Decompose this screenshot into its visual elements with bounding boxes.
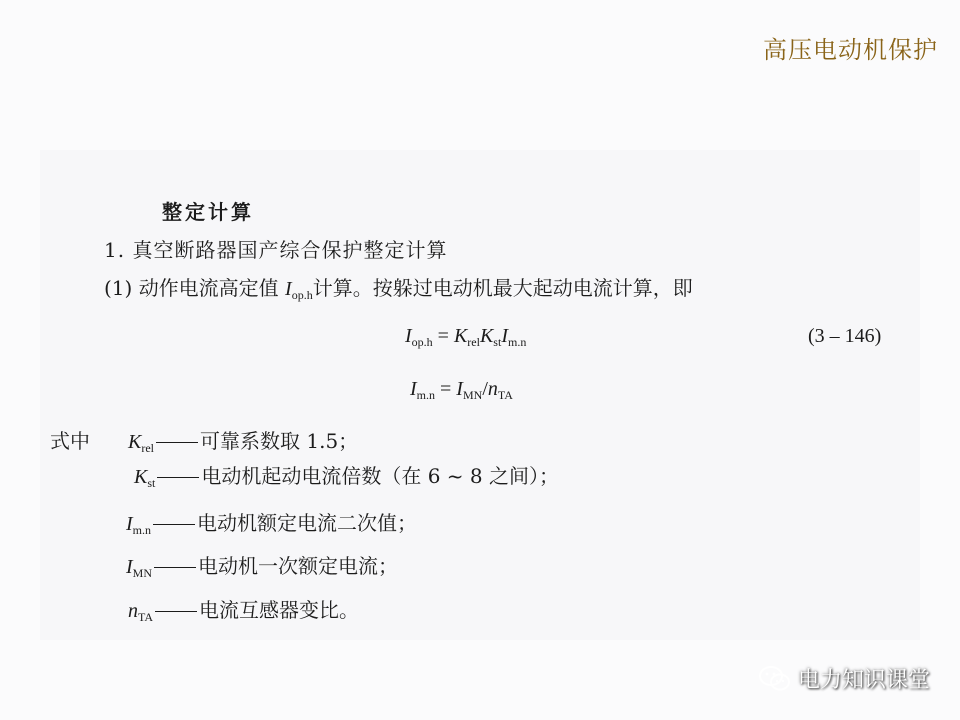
definition-symbol: K: [134, 466, 148, 488]
paragraph-1-symbol: I: [285, 278, 292, 300]
eq1-i: I: [501, 325, 508, 347]
definition-text: 可靠系数取 1.5；: [200, 429, 359, 453]
eq2-equals: =: [435, 378, 457, 400]
definition-symbol: I: [126, 556, 133, 578]
equation-2: [410, 378, 513, 403]
definition-text: 电动机额定电流二次值；: [197, 511, 418, 535]
eq1-lhs: I: [405, 325, 412, 347]
eq2-slash: /: [482, 378, 488, 400]
definition-text: 电动机一次额定电流；: [198, 554, 399, 578]
paragraph-1-prefix: (1) 动作电流高定值: [104, 276, 286, 300]
wechat-icon: [758, 665, 792, 693]
definition-text: 电动机起动电流倍数（在 6 ~ 8 之间）；: [201, 464, 559, 488]
subsection-heading: 1. 真空断路器国产综合保护整定计算: [104, 238, 448, 262]
definition-text: 电流互感器变比。: [199, 598, 360, 622]
em-dash: [154, 567, 196, 568]
eq2-i-sub: MN: [462, 388, 483, 402]
eq1-k2: K: [479, 325, 494, 347]
definition-subscript: TA: [138, 610, 154, 624]
eq1-k1-sub: rel: [467, 335, 480, 349]
definition-item: [128, 425, 358, 456]
definition-subscript: st: [147, 476, 156, 490]
definition-item: [126, 507, 417, 538]
eq2-lhs: I: [410, 378, 417, 400]
definition-symbol: I: [126, 513, 133, 535]
equation-number: (3 – 146): [808, 325, 882, 347]
definition-symbol: K: [128, 431, 142, 453]
definition-item: [134, 460, 559, 491]
em-dash: [155, 611, 197, 612]
eq2-n-sub: TA: [497, 388, 513, 402]
eq2-i: I: [456, 378, 463, 400]
em-dash: [156, 442, 198, 443]
definition-item: [126, 550, 398, 581]
eq1-i-sub: m.n: [507, 335, 527, 349]
paragraph-1: [104, 272, 693, 303]
eq1-k1: K: [453, 325, 468, 347]
definition-item: [128, 594, 359, 625]
paragraph-1-suffix: 计算。按躲过电动机最大起动电流计算，即: [312, 276, 693, 300]
em-dash: [157, 477, 199, 478]
section-heading: 整定计算: [162, 200, 254, 224]
em-dash: [153, 524, 195, 525]
eq1-k2-sub: st: [493, 335, 502, 349]
eq2-lhs-sub: m.n: [416, 388, 436, 402]
definition-subscript: rel: [141, 441, 154, 455]
paragraph-1-subscript: op.h: [291, 288, 313, 302]
watermark-text: 电力知识课堂: [797, 668, 930, 693]
eq1-equals: =: [432, 325, 454, 347]
slide-title: 高压电动机保护: [763, 36, 938, 64]
equation-1: [405, 325, 526, 350]
watermark: [758, 663, 930, 694]
definition-symbol: n: [128, 600, 138, 622]
definition-subscript: m.n: [132, 523, 152, 537]
where-label: 式中: [50, 429, 90, 453]
eq1-lhs-sub: op.h: [411, 335, 433, 349]
eq2-n: n: [487, 378, 498, 400]
definition-subscript: MN: [132, 566, 153, 580]
